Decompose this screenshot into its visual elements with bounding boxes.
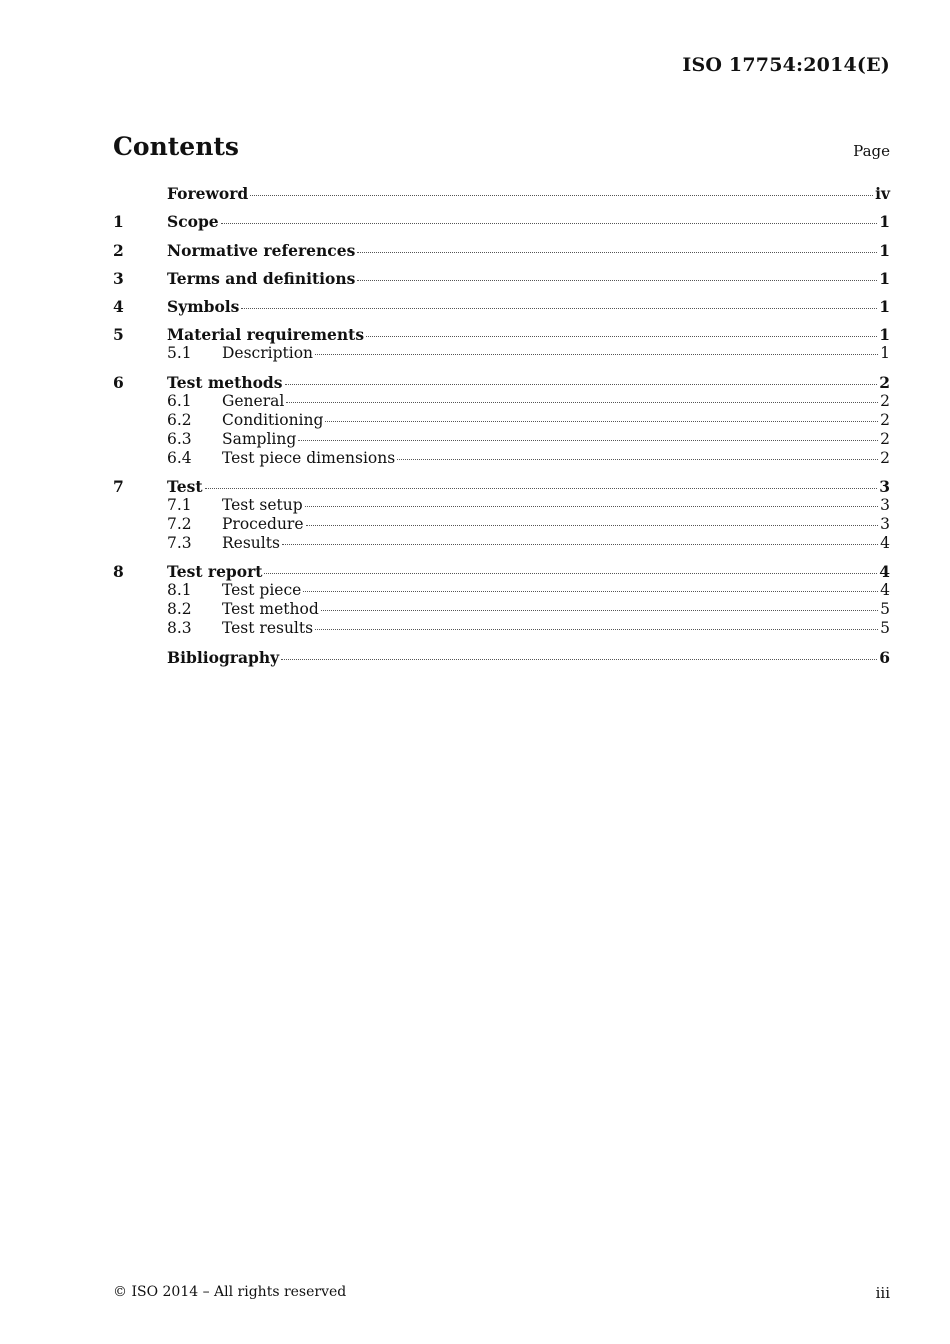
- toc-entry[interactable]: [113, 496, 890, 515]
- toc-entry[interactable]: [113, 392, 890, 411]
- toc-entry-page[interactable]: 1: [880, 344, 890, 363]
- toc-entry-number: 1: [113, 212, 124, 232]
- toc-entry[interactable]: [113, 373, 890, 392]
- toc-entry[interactable]: [113, 325, 890, 344]
- page-column-label: Page: [853, 142, 890, 160]
- toc-entry-title[interactable]: Test method: [222, 600, 319, 619]
- toc-entry-page[interactable]: 1: [879, 268, 890, 288]
- toc-entry-number: 2: [113, 240, 124, 260]
- toc-entry-page[interactable]: 2: [880, 448, 890, 467]
- dot-leader: [298, 439, 878, 441]
- toc-entry-page[interactable]: 2: [880, 410, 890, 429]
- toc-entry-title[interactable]: Material requirements: [167, 325, 365, 345]
- dot-leader: [325, 420, 878, 422]
- toc-entry-page[interactable]: 3: [879, 477, 890, 497]
- dot-leader: [306, 524, 879, 526]
- toc-entry-number: 4: [113, 297, 124, 317]
- toc-entry-title[interactable]: Test setup: [222, 496, 303, 515]
- toc-entry-page[interactable]: 3: [880, 515, 890, 534]
- toc-entry-number: 8.1: [167, 581, 192, 600]
- toc-entry[interactable]: [113, 184, 890, 203]
- toc-entry-page[interactable]: 2: [880, 391, 890, 410]
- toc-entry-number: 8: [113, 562, 124, 582]
- dot-leader: [264, 572, 877, 574]
- dot-leader: [241, 307, 877, 309]
- toc-entry-page[interactable]: 5: [880, 600, 890, 619]
- toc-entry[interactable]: [113, 449, 890, 468]
- toc-entry-page[interactable]: 2: [879, 372, 890, 392]
- toc-entry-number: 5: [113, 325, 124, 345]
- toc-entry[interactable]: [113, 581, 890, 600]
- toc-entry-number: 7.3: [167, 534, 192, 553]
- toc-entry-number: 7: [113, 477, 124, 497]
- toc-entry-title[interactable]: Normative references: [167, 240, 356, 260]
- table-of-contents: [113, 184, 890, 667]
- toc-entry-page[interactable]: iv: [875, 184, 890, 203]
- dot-leader: [357, 251, 877, 253]
- dot-leader: [282, 543, 878, 545]
- toc-entry[interactable]: [113, 619, 890, 638]
- toc-entry[interactable]: [113, 241, 890, 260]
- toc-entry-page[interactable]: 1: [879, 325, 890, 345]
- toc-entry-title[interactable]: Description: [222, 344, 314, 363]
- toc-entry-number: 6.3: [167, 429, 192, 448]
- toc-entry[interactable]: [113, 477, 890, 496]
- toc-entry-title[interactable]: Symbols: [167, 297, 240, 317]
- toc-entry[interactable]: [113, 344, 890, 363]
- toc-entry[interactable]: [113, 411, 890, 430]
- dot-leader: [315, 628, 878, 630]
- toc-entry-page[interactable]: 5: [880, 619, 890, 638]
- toc-entry-page[interactable]: 2: [880, 429, 890, 448]
- toc-entry[interactable]: [113, 212, 890, 231]
- toc-entry-title[interactable]: General: [222, 391, 285, 410]
- footer-page-number: iii: [875, 1284, 890, 1302]
- dot-leader: [397, 458, 878, 460]
- dot-leader: [303, 590, 878, 592]
- toc-entry[interactable]: [113, 600, 890, 619]
- toc-entry[interactable]: [113, 297, 890, 316]
- dot-leader: [286, 401, 878, 403]
- toc-entry-page[interactable]: 1: [879, 240, 890, 260]
- toc-entry-page[interactable]: 6: [879, 647, 890, 667]
- toc-entry-title[interactable]: Test piece: [222, 581, 302, 600]
- toc-entry-title[interactable]: Results: [222, 534, 280, 553]
- toc-entry-title[interactable]: Bibliography: [167, 647, 280, 667]
- dot-leader: [366, 335, 877, 337]
- toc-entry-title[interactable]: Test: [167, 477, 203, 497]
- dot-leader: [315, 353, 878, 355]
- toc-entry-title[interactable]: Conditioning: [222, 410, 324, 429]
- toc-entry-number: 6.4: [167, 448, 192, 467]
- toc-entry-title[interactable]: Procedure: [222, 515, 304, 534]
- dot-leader: [285, 383, 878, 385]
- toc-entry[interactable]: [113, 515, 890, 534]
- toc-entry-page[interactable]: 1: [879, 297, 890, 317]
- toc-entry-page[interactable]: 4: [879, 562, 890, 582]
- dot-leader: [321, 609, 878, 611]
- toc-entry-title[interactable]: Test results: [222, 619, 314, 638]
- dot-leader: [221, 222, 878, 224]
- toc-entry-title[interactable]: Test piece dimensions: [222, 448, 396, 467]
- contents-heading: Contents: [113, 132, 240, 161]
- toc-entry-number: 6: [113, 372, 124, 392]
- toc-entry-number: 8.2: [167, 600, 192, 619]
- toc-entry-number: 8.3: [167, 619, 192, 638]
- toc-entry-number: 5.1: [167, 344, 192, 363]
- toc-entry-page[interactable]: 4: [880, 534, 890, 553]
- toc-entry[interactable]: [113, 269, 890, 288]
- dot-leader: [205, 487, 878, 489]
- dot-leader: [305, 505, 878, 507]
- toc-entry-title[interactable]: Foreword: [167, 184, 249, 203]
- dot-leader: [357, 279, 877, 281]
- toc-entry-title[interactable]: Terms and definitions: [167, 268, 356, 288]
- toc-entry[interactable]: [113, 562, 890, 581]
- toc-entry-page[interactable]: 3: [880, 496, 890, 515]
- document-id: ISO 17754:2014(E): [682, 54, 890, 76]
- toc-entry-number: 6.2: [167, 410, 192, 429]
- toc-entry[interactable]: [113, 534, 890, 553]
- toc-entry-number: 7.2: [167, 515, 192, 534]
- toc-entry[interactable]: [113, 430, 890, 449]
- copyright-notice: © ISO 2014 – All rights reserved: [113, 1284, 347, 1300]
- dot-leader: [250, 194, 873, 196]
- toc-entry[interactable]: [113, 648, 890, 667]
- dot-leader: [281, 658, 877, 660]
- toc-entry-title[interactable]: Test methods: [167, 372, 283, 392]
- toc-entry-number: 7.1: [167, 496, 192, 515]
- toc-entry-title[interactable]: Test report: [167, 562, 263, 582]
- toc-entry-number: 6.1: [167, 391, 192, 410]
- toc-entry-title[interactable]: Sampling: [222, 429, 297, 448]
- toc-entry-title[interactable]: Scope: [167, 212, 219, 232]
- toc-entry-page[interactable]: 4: [880, 581, 890, 600]
- toc-entry-page[interactable]: 1: [879, 212, 890, 232]
- toc-entry-number: 3: [113, 268, 124, 288]
